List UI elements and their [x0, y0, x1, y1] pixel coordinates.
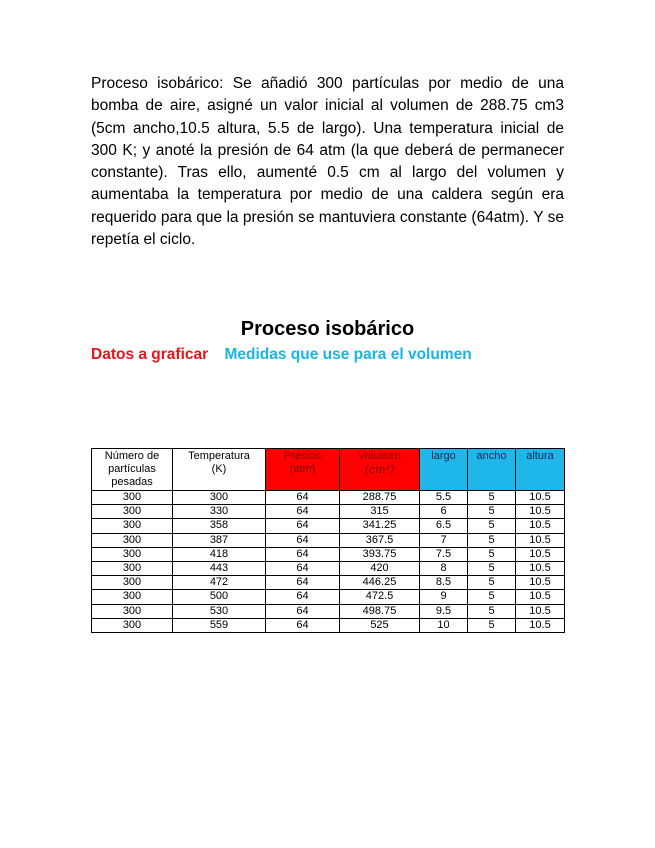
cell-height: 10.5: [516, 576, 565, 590]
table-row: [92, 491, 565, 505]
cell-volume: 341.25: [340, 519, 420, 533]
cell-height: 10.5: [516, 604, 565, 618]
cell-volume: 525: [340, 618, 420, 632]
table-row: [92, 604, 565, 618]
cell-length: 6.5: [420, 519, 468, 533]
header-pressure-label: Presión: [283, 450, 322, 462]
header-pressure: [266, 449, 340, 491]
cell-pressure: 64: [266, 519, 340, 533]
cell-particles: 300: [92, 519, 173, 533]
isobaric-data-table: [91, 448, 565, 633]
table-row: [92, 547, 565, 561]
cell-length: 7: [420, 533, 468, 547]
subtitle-volume-measures: Medidas que use para el volumen: [224, 346, 472, 363]
cell-width: 5: [468, 576, 516, 590]
subtitle-data-to-plot: Datos a graficar: [91, 346, 209, 363]
cell-length: 8.5: [420, 576, 468, 590]
cell-particles: 300: [92, 576, 173, 590]
cell-particles: 300: [92, 562, 173, 576]
header-volume-label: Volumen: [358, 450, 401, 462]
cell-length: 10: [420, 618, 468, 632]
cell-temperature: 500: [173, 590, 266, 604]
cell-temperature: 387: [173, 533, 266, 547]
cell-pressure: 64: [266, 491, 340, 505]
header-temperature: [173, 449, 266, 491]
cell-particles: 300: [92, 491, 173, 505]
cell-particles: 300: [92, 505, 173, 519]
cell-width: 5: [468, 562, 516, 576]
cell-width: 5: [468, 618, 516, 632]
cell-particles: 300: [92, 590, 173, 604]
cell-temperature: 358: [173, 519, 266, 533]
cell-length: 9: [420, 590, 468, 604]
cell-volume: 446.25: [340, 576, 420, 590]
cell-temperature: 559: [173, 618, 266, 632]
cell-height: 10.5: [516, 519, 565, 533]
table-row: [92, 576, 565, 590]
cell-width: 5: [468, 505, 516, 519]
table-row: [92, 533, 565, 547]
cell-volume: 420: [340, 562, 420, 576]
cell-volume: 393.75: [340, 547, 420, 561]
cell-pressure: 64: [266, 590, 340, 604]
intro-paragraph: Proceso isobárico: Se añadió 300 partículas por medio de una bomba de aire, asigné un valor inicial al volumen de 288.75 cm3 (5cm ancho,10.5 altura, 5.5 de largo). Una temperatura inicial de 300 K; y anoté la presión de 64 atm (la que deberá de permanecer constante). Tras ello, aumenté 0.5 cm al largo del volumen y aumentaba la temperatura por medio de una caldera según era requerido para que la presión se mantuviera constante (64atm). Y se repetía el ciclo.: [91, 75, 564, 249]
cell-particles: 300: [92, 533, 173, 547]
cell-width: 5: [468, 491, 516, 505]
header-pressure-unit: (atm): [289, 463, 316, 476]
cell-particles: 300: [92, 618, 173, 632]
header-height: altura: [516, 449, 565, 491]
cell-volume: 498.75: [340, 604, 420, 618]
cell-height: 10.5: [516, 562, 565, 576]
cell-temperature: 418: [173, 547, 266, 561]
cell-length: 9.5: [420, 604, 468, 618]
header-length: largo: [420, 449, 468, 491]
table-row: [92, 519, 565, 533]
cell-height: 10.5: [516, 618, 565, 632]
cell-height: 10.5: [516, 590, 565, 604]
cell-pressure: 64: [266, 604, 340, 618]
cell-length: 6: [420, 505, 468, 519]
table-body: [92, 491, 565, 633]
cell-temperature: 330: [173, 505, 266, 519]
cell-length: 5.5: [420, 491, 468, 505]
cell-particles: 300: [92, 547, 173, 561]
cell-height: 10.5: [516, 533, 565, 547]
cell-width: 5: [468, 519, 516, 533]
table-row: [92, 618, 565, 632]
cell-volume: 288.75: [340, 491, 420, 505]
cell-pressure: 64: [266, 547, 340, 561]
cell-width: 5: [468, 533, 516, 547]
cell-pressure: 64: [266, 505, 340, 519]
cell-temperature: 472: [173, 576, 266, 590]
table-row: [92, 562, 565, 576]
cell-particles: 300: [92, 604, 173, 618]
header-particles: Número de partículas pesadas: [92, 449, 173, 491]
cell-width: 5: [468, 547, 516, 561]
cell-pressure: 64: [266, 562, 340, 576]
cell-height: 10.5: [516, 491, 565, 505]
cell-length: 8: [420, 562, 468, 576]
cell-width: 5: [468, 590, 516, 604]
header-temperature-unit: (K): [211, 463, 227, 476]
table-row: [92, 505, 565, 519]
header-temperature-label: Temperatura: [188, 450, 250, 462]
cell-temperature: 530: [173, 604, 266, 618]
cell-volume: 472.5: [340, 590, 420, 604]
cell-volume: 367.5: [340, 533, 420, 547]
header-width: ancho: [468, 449, 516, 491]
cell-temperature: 300: [173, 491, 266, 505]
cell-pressure: 64: [266, 576, 340, 590]
cell-temperature: 443: [173, 562, 266, 576]
cell-width: 5: [468, 604, 516, 618]
header-volume-unit: (cm³): [364, 463, 395, 477]
table-header-row: [92, 449, 565, 491]
page-title: Proceso isobárico: [240, 318, 415, 340]
cell-height: 10.5: [516, 505, 565, 519]
cell-pressure: 64: [266, 533, 340, 547]
table-row: [92, 590, 565, 604]
cell-volume: 315: [340, 505, 420, 519]
header-volume: [340, 449, 420, 491]
cell-pressure: 64: [266, 618, 340, 632]
cell-length: 7.5: [420, 547, 468, 561]
cell-height: 10.5: [516, 547, 565, 561]
subtitle-row: [91, 346, 472, 364]
